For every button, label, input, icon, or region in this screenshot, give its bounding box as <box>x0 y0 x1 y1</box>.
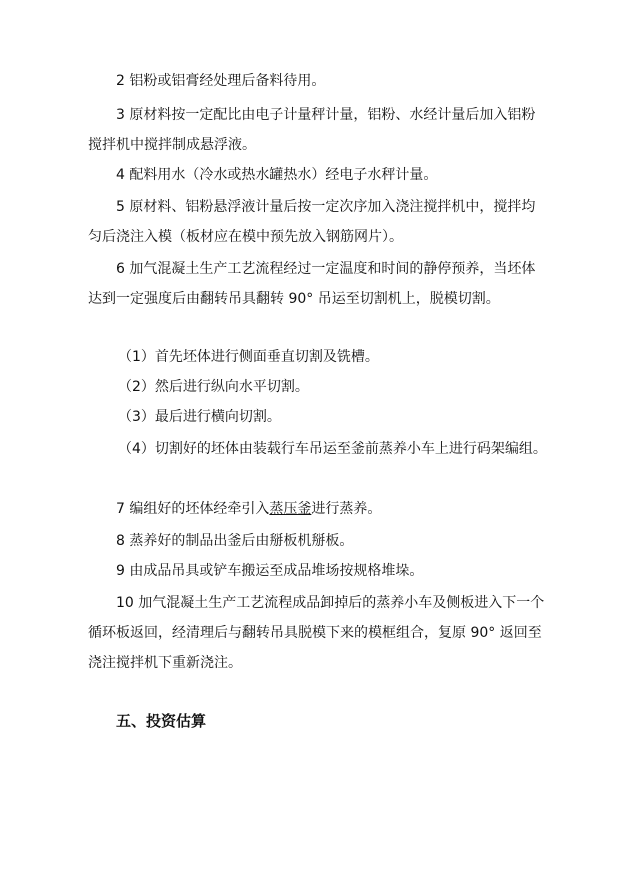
step-7-text-after: 进行蒸养。 <box>311 501 382 517</box>
sub-item-3: （3）最后进行横向切割。 <box>118 409 281 425</box>
paragraph-step-4: 4 配料用水（冷水或热水罐热水）经电子水秤计量。 <box>116 167 438 183</box>
paragraph-step-5: 5 原材料、铝粉悬浮液计量后按一定次序加入浇注搅拌机中，搅拌均匀后浇注入模（板材应在模中预先放入钢筋网片）。 <box>88 199 536 245</box>
sub-item-4: （4）切割好的坯体由装载行车吊运至釜前蒸养小车上进行码架编组。 <box>118 441 547 457</box>
step-7-text-before: 7 编组好的坯体经牵引入 <box>116 501 270 517</box>
autoclave-link[interactable]: 蒸压釜 <box>269 501 312 517</box>
paragraph-step-6: 6 加气混凝土生产工艺流程经过一定温度和时间的静停预养，当坯体达到一定强度后由翻转吊具翻转 90° 吊运至切割机上，脱模切割。 <box>88 261 536 307</box>
paragraph-step-9: 9 由成品吊具或铲车搬运至成品堆场按规格堆垛。 <box>116 563 424 579</box>
paragraph-step-2: 2 铝粉或铝膏经处理后备料待用。 <box>116 73 326 89</box>
paragraph-step-3: 3 原材料按一定配比由电子计量秤计量，铝粉、水经计量后加入铝粉搅拌机中搅拌制成悬浮液。 <box>88 107 536 153</box>
sub-item-2: （2）然后进行纵向水平切割。 <box>118 379 309 395</box>
section-heading: 五、投资估算 <box>116 712 207 730</box>
paragraph-step-7 <box>88 494 548 524</box>
paragraph-step-10: 10 加气混凝土生产工艺流程成品卸掉后的蒸养小车及侧板进入下一个循环板返回，经清理后与翻转吊具脱模下来的模框组合，复原 90° 返回至浇注搅拌机下重新浇注。 <box>88 595 545 671</box>
sub-item-1: （1）首先坯体进行侧面垂直切割及铣槽。 <box>118 349 379 365</box>
paragraph-step-8: 8 蒸养好的制品出釜后由掰板机掰板。 <box>116 533 354 549</box>
